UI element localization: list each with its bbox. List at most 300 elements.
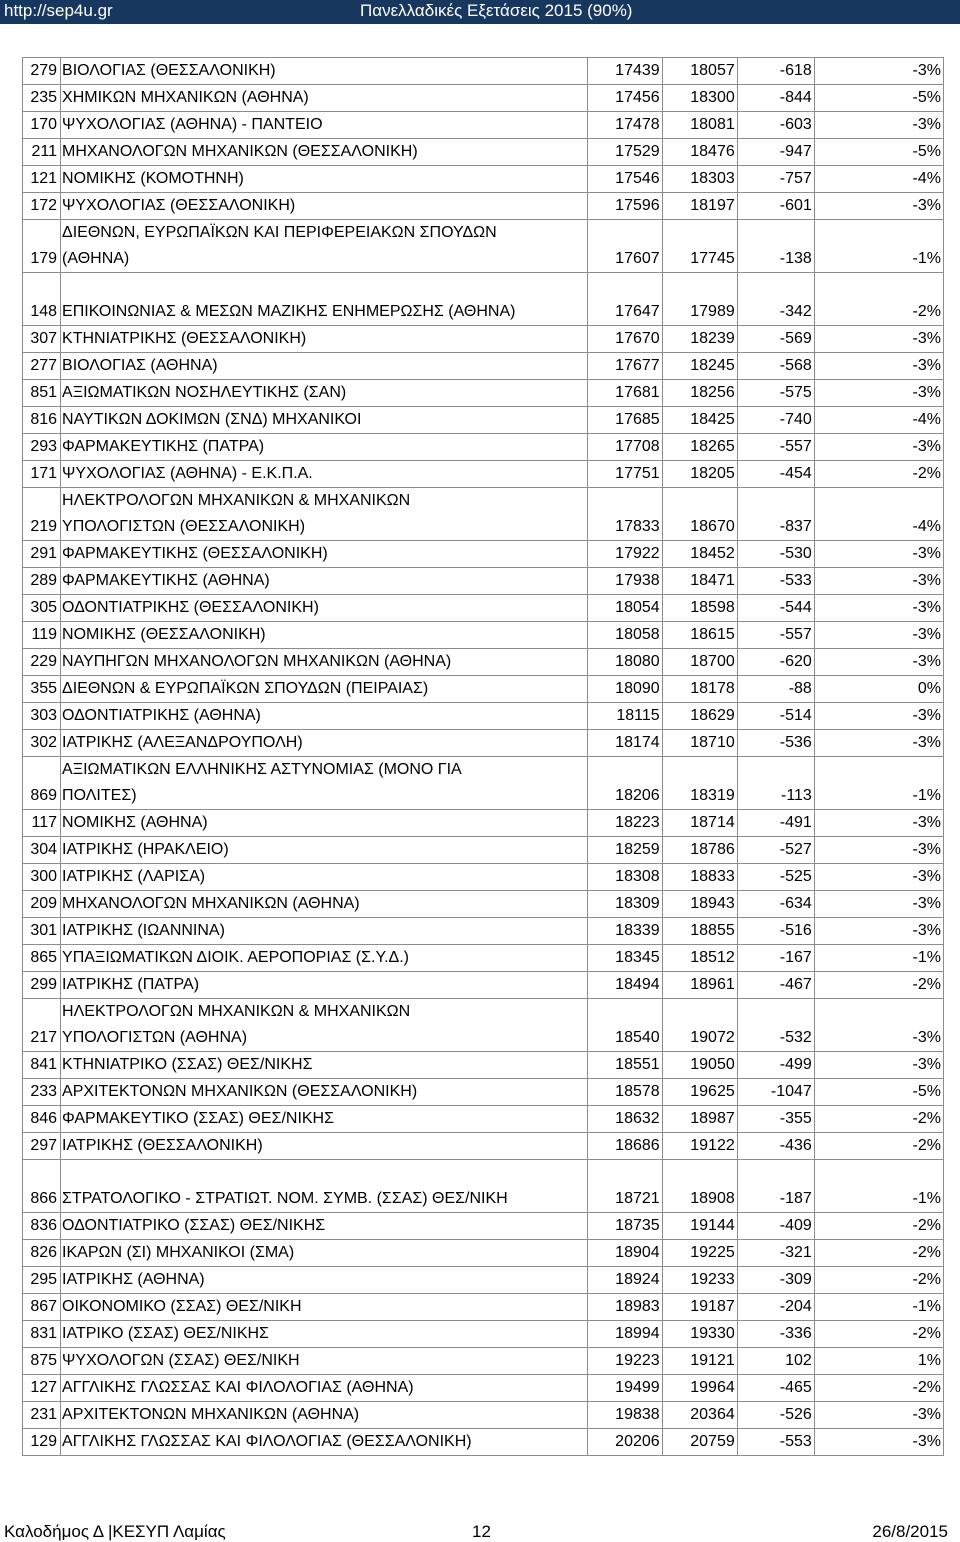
- row-percent: -2%: [814, 1133, 943, 1160]
- table-row: [23, 703, 944, 730]
- row-code: 865: [23, 945, 61, 972]
- row-score-2015: 18551: [587, 1052, 662, 1079]
- row-code: 117: [23, 810, 61, 837]
- row-score-2014: 19122: [662, 1133, 737, 1160]
- row-difference: -757: [737, 166, 814, 193]
- table-row: [23, 1267, 944, 1294]
- row-name: ΗΛΕΚΤΡΟΛΟΓΩΝ ΜΗΧΑΝΙΚΩΝ & ΜΗΧΑΝΙΚΩΝ ΥΠΟΛΟΓΙΣΤΩΝ (ΘΕΣΣΑΛΟΝΙΚΗ): [61, 488, 588, 541]
- row-code: 836: [23, 1213, 61, 1240]
- table-row: [23, 434, 944, 461]
- row-code: 277: [23, 353, 61, 380]
- table-row: [23, 326, 944, 353]
- row-name: ΦΑΡΜΑΚΕΥΤΙΚΗΣ (ΠΑΤΡΑ): [61, 434, 588, 461]
- row-code: 235: [23, 85, 61, 112]
- row-percent: -3%: [814, 891, 943, 918]
- row-code: 295: [23, 1267, 61, 1294]
- row-score-2014: 19625: [662, 1079, 737, 1106]
- row-name: ΨΥΧΟΛΟΓΙΑΣ (ΑΘΗΝΑ) - ΠΑΝΤΕΙΟ: [61, 112, 588, 139]
- row-difference: -454: [737, 461, 814, 488]
- row-code: 301: [23, 918, 61, 945]
- row-difference: -530: [737, 541, 814, 568]
- row-code: 299: [23, 972, 61, 999]
- row-difference: -499: [737, 1052, 814, 1079]
- row-difference: -336: [737, 1321, 814, 1348]
- row-score-2014: 19050: [662, 1052, 737, 1079]
- row-name: ΕΠΙΚΟΙΝΩΝΙΑΣ & ΜΕΣΩΝ ΜΑΖΙΚΗΣ ΕΝΗΜΕΡΩΣΗΣ (ΑΘΗΝΑ): [61, 273, 588, 326]
- row-score-2015: 18721: [587, 1160, 662, 1213]
- row-name: ΦΑΡΜΑΚΕΥΤΙΚΟ (ΣΣΑΣ) ΘΕΣ/ΝΙΚΗΣ: [61, 1106, 588, 1133]
- row-percent: -3%: [814, 810, 943, 837]
- row-name: ΟΔΟΝΤΙΑΤΡΙΚΟ (ΣΣΑΣ) ΘΕΣ/ΝΙΚΗΣ: [61, 1213, 588, 1240]
- footer-page-number: 12: [472, 1522, 491, 1541]
- row-percent: -4%: [814, 166, 943, 193]
- row-name: ΝΑΥΠΗΓΩΝ ΜΗΧΑΝΟΛΟΓΩΝ ΜΗΧΑΝΙΚΩΝ (ΑΘΗΝΑ): [61, 649, 588, 676]
- row-name: ΜΗΧΑΝΟΛΟΓΩΝ ΜΗΧΑΝΙΚΩΝ (ΘΕΣΣΑΛΟΝΙΚΗ): [61, 139, 588, 166]
- row-difference: -467: [737, 972, 814, 999]
- row-difference: -138: [737, 220, 814, 273]
- row-name: ΑΞΙΩΜΑΤΙΚΩΝ ΝΟΣΗΛΕΥΤΙΚΗΣ (ΣΑΝ): [61, 380, 588, 407]
- row-name: ΙΑΤΡΙΚΗΣ (ΙΩΑΝΝΙΝΑ): [61, 918, 588, 945]
- row-percent: -2%: [814, 273, 943, 326]
- table-row: [23, 999, 944, 1052]
- row-code: 179: [23, 220, 61, 273]
- row-score-2015: 18345: [587, 945, 662, 972]
- table-row: [23, 595, 944, 622]
- row-percent: -3%: [814, 703, 943, 730]
- row-score-2014: 18670: [662, 488, 737, 541]
- row-difference: -553: [737, 1429, 814, 1456]
- row-code: 305: [23, 595, 61, 622]
- row-percent: -3%: [814, 999, 943, 1052]
- row-name: ΙΑΤΡΙΚΗΣ (ΛΑΡΙΣΑ): [61, 864, 588, 891]
- row-name: ΙΚΑΡΩΝ (ΣΙ) ΜΗΧΑΝΙΚΟΙ (ΣΜΑ): [61, 1240, 588, 1267]
- row-difference: -309: [737, 1267, 814, 1294]
- table-row: [23, 1079, 944, 1106]
- row-score-2015: 18924: [587, 1267, 662, 1294]
- row-difference: -526: [737, 1402, 814, 1429]
- row-code: 846: [23, 1106, 61, 1133]
- table-row: [23, 461, 944, 488]
- row-difference: -536: [737, 730, 814, 757]
- table-row: [23, 139, 944, 166]
- row-score-2015: 17596: [587, 193, 662, 220]
- row-code: 826: [23, 1240, 61, 1267]
- row-difference: -514: [737, 703, 814, 730]
- row-score-2014: 18961: [662, 972, 737, 999]
- row-score-2015: 17677: [587, 353, 662, 380]
- row-percent: -2%: [814, 972, 943, 999]
- row-score-2015: 18578: [587, 1079, 662, 1106]
- row-difference: -355: [737, 1106, 814, 1133]
- table-row: [23, 353, 944, 380]
- row-name: ΙΑΤΡΙΚΗΣ (ΑΛΕΞΑΝΔΡΟΥΠΟΛΗ): [61, 730, 588, 757]
- row-percent: -3%: [814, 918, 943, 945]
- row-score-2014: 19233: [662, 1267, 737, 1294]
- table-row: [23, 1375, 944, 1402]
- table-row: [23, 1106, 944, 1133]
- row-percent: -3%: [814, 58, 943, 85]
- row-name: ΑΡΧΙΤΕΚΤΟΝΩΝ ΜΗΧΑΝΙΚΩΝ (ΘΕΣΣΑΛΟΝΙΚΗ): [61, 1079, 588, 1106]
- row-score-2015: 17670: [587, 326, 662, 353]
- row-difference: -516: [737, 918, 814, 945]
- row-percent: -3%: [814, 380, 943, 407]
- row-name: ΙΑΤΡΙΚΗΣ (ΠΑΤΡΑ): [61, 972, 588, 999]
- row-score-2014: 18245: [662, 353, 737, 380]
- row-score-2014: 18471: [662, 568, 737, 595]
- row-difference: -837: [737, 488, 814, 541]
- row-difference: -436: [737, 1133, 814, 1160]
- row-percent: -1%: [814, 1160, 943, 1213]
- row-score-2015: 18080: [587, 649, 662, 676]
- row-code: 304: [23, 837, 61, 864]
- row-score-2014: 18700: [662, 649, 737, 676]
- table-row: [23, 1240, 944, 1267]
- row-code: 816: [23, 407, 61, 434]
- row-score-2014: 19072: [662, 999, 737, 1052]
- row-score-2014: 18615: [662, 622, 737, 649]
- table-row: [23, 1052, 944, 1079]
- row-difference: -603: [737, 112, 814, 139]
- row-difference: -88: [737, 676, 814, 703]
- row-difference: -947: [737, 139, 814, 166]
- row-difference: -544: [737, 595, 814, 622]
- table-row: [23, 649, 944, 676]
- row-difference: -634: [737, 891, 814, 918]
- row-code: 875: [23, 1348, 61, 1375]
- row-name: ΒΙΟΛΟΓΙΑΣ (ΘΕΣΣΑΛΟΝΙΚΗ): [61, 58, 588, 85]
- row-difference: -575: [737, 380, 814, 407]
- row-difference: -167: [737, 945, 814, 972]
- table-row: [23, 488, 944, 541]
- table-row: [23, 1348, 944, 1375]
- row-score-2015: 18058: [587, 622, 662, 649]
- row-difference: -527: [737, 837, 814, 864]
- row-score-2015: 18904: [587, 1240, 662, 1267]
- row-score-2014: 18197: [662, 193, 737, 220]
- row-percent: -2%: [814, 461, 943, 488]
- row-name: ΥΠΑΞΙΩΜΑΤΙΚΩΝ ΔΙΟΙΚ. ΑΕΡΟΠΟΡΙΑΣ (Σ.Υ.Δ.): [61, 945, 588, 972]
- row-score-2015: 17529: [587, 139, 662, 166]
- row-code: 302: [23, 730, 61, 757]
- row-score-2014: 18987: [662, 1106, 737, 1133]
- row-code: 172: [23, 193, 61, 220]
- row-score-2015: 17708: [587, 434, 662, 461]
- row-code: 289: [23, 568, 61, 595]
- row-code: 831: [23, 1321, 61, 1348]
- row-score-2014: 19187: [662, 1294, 737, 1321]
- row-name: ΑΓΓΛΙΚΗΣ ΓΛΩΣΣΑΣ ΚΑΙ ΦΙΛΟΛΟΓΙΑΣ (ΘΕΣΣΑΛΟΝΙΚΗ): [61, 1429, 588, 1456]
- row-name: ΦΑΡΜΑΚΕΥΤΙΚΗΣ (ΑΘΗΝΑ): [61, 568, 588, 595]
- row-score-2014: 18855: [662, 918, 737, 945]
- row-score-2015: 17681: [587, 380, 662, 407]
- row-code: 867: [23, 1294, 61, 1321]
- table-row: [23, 112, 944, 139]
- row-score-2015: 18054: [587, 595, 662, 622]
- table-row: [23, 273, 944, 326]
- row-difference: -569: [737, 326, 814, 353]
- row-percent: -2%: [814, 1106, 943, 1133]
- row-name: ΨΥΧΟΛΟΓΙΑΣ (ΑΘΗΝΑ) - Ε.Κ.Π.Α.: [61, 461, 588, 488]
- footer-date: 26/8/2015: [872, 1522, 948, 1541]
- row-score-2015: 17439: [587, 58, 662, 85]
- row-name: ΝΟΜΙΚΗΣ (ΘΕΣΣΑΛΟΝΙΚΗ): [61, 622, 588, 649]
- row-score-2014: 18452: [662, 541, 737, 568]
- row-score-2015: 18115: [587, 703, 662, 730]
- row-difference: -204: [737, 1294, 814, 1321]
- row-percent: -3%: [814, 1052, 943, 1079]
- row-difference: -533: [737, 568, 814, 595]
- table-row: [23, 891, 944, 918]
- row-percent: -3%: [814, 326, 943, 353]
- row-difference: -532: [737, 999, 814, 1052]
- row-percent: -5%: [814, 85, 943, 112]
- row-score-2014: 18943: [662, 891, 737, 918]
- row-difference: -342: [737, 273, 814, 326]
- row-score-2015: 17685: [587, 407, 662, 434]
- row-score-2014: 18714: [662, 810, 737, 837]
- row-score-2015: 17456: [587, 85, 662, 112]
- row-percent: -3%: [814, 568, 943, 595]
- table-row: [23, 1160, 944, 1213]
- row-name: ΟΙΚΟΝΟΜΙΚΟ (ΣΣΑΣ) ΘΕΣ/ΝΙΚΗ: [61, 1294, 588, 1321]
- row-difference: -618: [737, 58, 814, 85]
- row-score-2015: 19838: [587, 1402, 662, 1429]
- row-score-2015: 18206: [587, 757, 662, 810]
- row-difference: -601: [737, 193, 814, 220]
- row-score-2015: 18632: [587, 1106, 662, 1133]
- row-percent: -3%: [814, 193, 943, 220]
- row-difference: -321: [737, 1240, 814, 1267]
- row-score-2014: 18265: [662, 434, 737, 461]
- row-code: 129: [23, 1429, 61, 1456]
- row-score-2014: 20364: [662, 1402, 737, 1429]
- row-score-2015: 17478: [587, 112, 662, 139]
- row-percent: -3%: [814, 541, 943, 568]
- row-name: ΟΔΟΝΤΙΑΤΡΙΚΗΣ (ΑΘΗΝΑ): [61, 703, 588, 730]
- row-difference: 102: [737, 1348, 814, 1375]
- row-code: 300: [23, 864, 61, 891]
- row-name: ΟΔΟΝΤΙΑΤΡΙΚΗΣ (ΘΕΣΣΑΛΟΝΙΚΗ): [61, 595, 588, 622]
- row-code: 303: [23, 703, 61, 730]
- row-score-2014: 18057: [662, 58, 737, 85]
- row-name: ΑΡΧΙΤΕΚΤΟΝΩΝ ΜΗΧΑΝΙΚΩΝ (ΑΘΗΝΑ): [61, 1402, 588, 1429]
- row-percent: -1%: [814, 220, 943, 273]
- row-score-2014: 18476: [662, 139, 737, 166]
- table-row: [23, 407, 944, 434]
- row-percent: -3%: [814, 622, 943, 649]
- row-score-2014: 18081: [662, 112, 737, 139]
- row-percent: -3%: [814, 864, 943, 891]
- row-score-2014: 19225: [662, 1240, 737, 1267]
- row-score-2015: 17833: [587, 488, 662, 541]
- row-code: 127: [23, 1375, 61, 1402]
- table-row: [23, 380, 944, 407]
- row-code: 121: [23, 166, 61, 193]
- row-score-2015: 17922: [587, 541, 662, 568]
- row-name: ΙΑΤΡΙΚΟ (ΣΣΑΣ) ΘΕΣ/ΝΙΚΗΣ: [61, 1321, 588, 1348]
- row-score-2014: 18303: [662, 166, 737, 193]
- row-name: ΗΛΕΚΤΡΟΛΟΓΩΝ ΜΗΧΑΝΙΚΩΝ & ΜΗΧΑΝΙΚΩΝ ΥΠΟΛΟΓΙΣΤΩΝ (ΑΘΗΝΑ): [61, 999, 588, 1052]
- row-difference: -740: [737, 407, 814, 434]
- row-code: 229: [23, 649, 61, 676]
- row-name: ΙΑΤΡΙΚΗΣ (ΗΡΑΚΛΕΙΟ): [61, 837, 588, 864]
- row-name: ΔΙΕΘΝΩΝ, ΕΥΡΩΠΑΪΚΩΝ ΚΑΙ ΠΕΡΙΦΕΡΕΙΑΚΩΝ ΣΠΟΥΔΩΝ (ΑΘΗΝΑ): [61, 220, 588, 273]
- row-percent: -4%: [814, 488, 943, 541]
- row-code: 209: [23, 891, 61, 918]
- table-row: [23, 58, 944, 85]
- row-difference: -491: [737, 810, 814, 837]
- row-percent: -3%: [814, 649, 943, 676]
- row-score-2014: 18629: [662, 703, 737, 730]
- row-score-2015: 17938: [587, 568, 662, 595]
- row-score-2014: 18512: [662, 945, 737, 972]
- row-percent: -3%: [814, 837, 943, 864]
- row-score-2014: 19330: [662, 1321, 737, 1348]
- row-difference: -409: [737, 1213, 814, 1240]
- page-header: [0, 0, 960, 24]
- table-row: [23, 730, 944, 757]
- row-score-2015: 18309: [587, 891, 662, 918]
- row-name: ΙΑΤΡΙΚΗΣ (ΘΕΣΣΑΛΟΝΙΚΗ): [61, 1133, 588, 1160]
- header-title: Πανελλαδικές Εξετάσεις 2015 (90%): [360, 1, 633, 20]
- row-percent: -2%: [814, 1321, 943, 1348]
- row-name: ΚΤΗΝΙΑΤΡΙΚΗΣ (ΘΕΣΣΑΛΟΝΙΚΗ): [61, 326, 588, 353]
- row-score-2015: 18308: [587, 864, 662, 891]
- row-difference: -113: [737, 757, 814, 810]
- row-difference: -557: [737, 434, 814, 461]
- row-score-2015: 18540: [587, 999, 662, 1052]
- row-score-2014: 17989: [662, 273, 737, 326]
- row-code: 211: [23, 139, 61, 166]
- table-row: [23, 193, 944, 220]
- row-code: 866: [23, 1160, 61, 1213]
- table-row: [23, 568, 944, 595]
- row-name: ΙΑΤΡΙΚΗΣ (ΑΘΗΝΑ): [61, 1267, 588, 1294]
- row-score-2015: 18983: [587, 1294, 662, 1321]
- table-row: [23, 837, 944, 864]
- row-score-2014: 18598: [662, 595, 737, 622]
- results-table: [22, 57, 944, 1456]
- row-score-2014: 18300: [662, 85, 737, 112]
- row-percent: -1%: [814, 945, 943, 972]
- row-score-2014: 20759: [662, 1429, 737, 1456]
- row-name: ΚΤΗΝΙΑΤΡΙΚΟ (ΣΣΑΣ) ΘΕΣ/ΝΙΚΗΣ: [61, 1052, 588, 1079]
- table-row: [23, 1429, 944, 1456]
- row-percent: -5%: [814, 1079, 943, 1106]
- row-difference: -465: [737, 1375, 814, 1402]
- row-score-2015: 19499: [587, 1375, 662, 1402]
- table-row: [23, 1321, 944, 1348]
- row-percent: -3%: [814, 730, 943, 757]
- row-percent: 1%: [814, 1348, 943, 1375]
- row-name: ΦΑΡΜΑΚΕΥΤΙΚΗΣ (ΘΕΣΣΑΛΟΝΙΚΗ): [61, 541, 588, 568]
- row-score-2015: 18259: [587, 837, 662, 864]
- row-code: 841: [23, 1052, 61, 1079]
- row-name: ΔΙΕΘΝΩΝ & ΕΥΡΩΠΑΪΚΩΝ ΣΠΟΥΔΩΝ (ΠΕΙΡΑΙΑΣ): [61, 676, 588, 703]
- row-code: 219: [23, 488, 61, 541]
- table-row: [23, 1294, 944, 1321]
- row-code: 355: [23, 676, 61, 703]
- table-row: [23, 85, 944, 112]
- row-score-2015: 17546: [587, 166, 662, 193]
- table-row: [23, 810, 944, 837]
- row-score-2015: 18090: [587, 676, 662, 703]
- row-name: ΨΥΧΟΛΟΓΩΝ (ΣΣΑΣ) ΘΕΣ/ΝΙΚΗ: [61, 1348, 588, 1375]
- row-score-2015: 18686: [587, 1133, 662, 1160]
- row-percent: -1%: [814, 1294, 943, 1321]
- row-name: ΜΗΧΑΝΟΛΟΓΩΝ ΜΗΧΑΝΙΚΩΝ (ΑΘΗΝΑ): [61, 891, 588, 918]
- row-score-2015: 17751: [587, 461, 662, 488]
- row-score-2014: 18908: [662, 1160, 737, 1213]
- table-row: [23, 622, 944, 649]
- row-percent: -2%: [814, 1213, 943, 1240]
- table-row: [23, 1133, 944, 1160]
- row-score-2015: 18735: [587, 1213, 662, 1240]
- row-score-2014: 18178: [662, 676, 737, 703]
- row-code: 217: [23, 999, 61, 1052]
- row-percent: -4%: [814, 407, 943, 434]
- row-difference: -525: [737, 864, 814, 891]
- row-name: ΝΟΜΙΚΗΣ (ΑΘΗΝΑ): [61, 810, 588, 837]
- row-code: 148: [23, 273, 61, 326]
- row-score-2014: 18833: [662, 864, 737, 891]
- row-name: ΑΓΓΛΙΚΗΣ ΓΛΩΣΣΑΣ ΚΑΙ ΦΙΛΟΛΟΓΙΑΣ (ΑΘΗΝΑ): [61, 1375, 588, 1402]
- row-score-2014: 18256: [662, 380, 737, 407]
- table-row: [23, 220, 944, 273]
- row-difference: -557: [737, 622, 814, 649]
- footer-author: Καλοδήμος Δ |ΚΕΣΥΠ Λαμίας: [4, 1522, 226, 1541]
- row-percent: -1%: [814, 757, 943, 810]
- table-row: [23, 757, 944, 810]
- row-score-2015: 17647: [587, 273, 662, 326]
- row-percent: -3%: [814, 1429, 943, 1456]
- row-name: ΑΞΙΩΜΑΤΙΚΩΝ ΕΛΛΗΝΙΚΗΣ ΑΣΤΥΝΟΜΙΑΣ (ΜΟΝΟ ΓΙΑ ΠΟΛΙΤΕΣ): [61, 757, 588, 810]
- row-code: 307: [23, 326, 61, 353]
- row-difference: -844: [737, 85, 814, 112]
- row-percent: -3%: [814, 1402, 943, 1429]
- row-score-2015: 18223: [587, 810, 662, 837]
- row-score-2014: 18205: [662, 461, 737, 488]
- table-row: [23, 918, 944, 945]
- row-percent: -2%: [814, 1375, 943, 1402]
- row-code: 171: [23, 461, 61, 488]
- table-row: [23, 1213, 944, 1240]
- table-row: [23, 864, 944, 891]
- row-difference: -1047: [737, 1079, 814, 1106]
- row-name: ΧΗΜΙΚΩΝ ΜΗΧΑΝΙΚΩΝ (ΑΘΗΝΑ): [61, 85, 588, 112]
- row-percent: -3%: [814, 112, 943, 139]
- row-score-2015: 19223: [587, 1348, 662, 1375]
- row-percent: -5%: [814, 139, 943, 166]
- table-row: [23, 676, 944, 703]
- header-url: http://sep4u.gr: [4, 1, 113, 20]
- table-row: [23, 945, 944, 972]
- row-score-2015: 18174: [587, 730, 662, 757]
- row-score-2014: 18786: [662, 837, 737, 864]
- row-score-2014: 18425: [662, 407, 737, 434]
- row-difference: -187: [737, 1160, 814, 1213]
- row-score-2015: 18994: [587, 1321, 662, 1348]
- row-percent: -3%: [814, 595, 943, 622]
- row-score-2014: 18710: [662, 730, 737, 757]
- row-score-2015: 20206: [587, 1429, 662, 1456]
- row-code: 231: [23, 1402, 61, 1429]
- row-code: 119: [23, 622, 61, 649]
- row-percent: -3%: [814, 434, 943, 461]
- row-name: ΨΥΧΟΛΟΓΙΑΣ (ΘΕΣΣΑΛΟΝΙΚΗ): [61, 193, 588, 220]
- table-row: [23, 1402, 944, 1429]
- row-score-2015: 18339: [587, 918, 662, 945]
